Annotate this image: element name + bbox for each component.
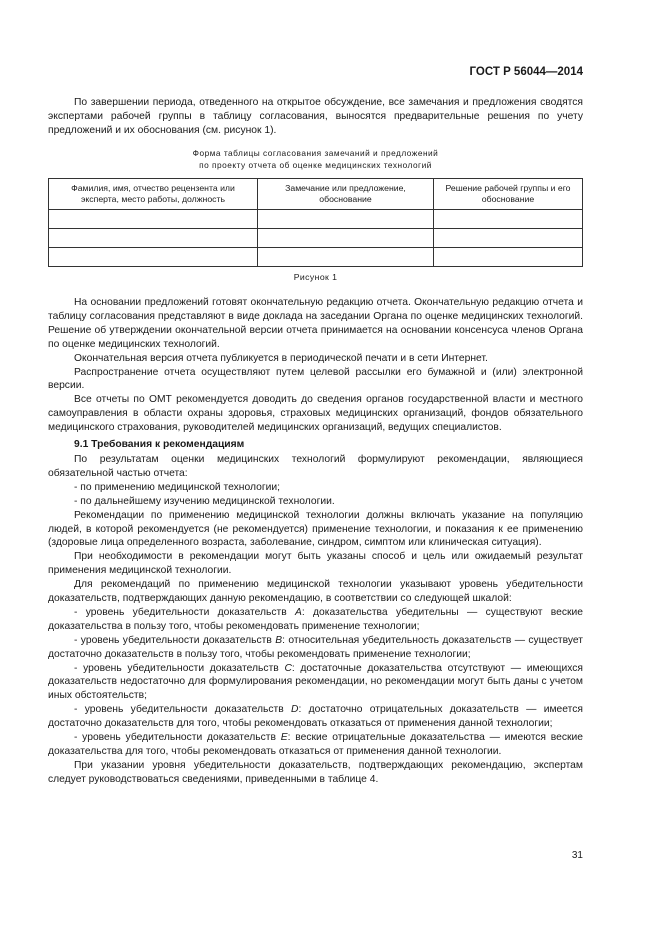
intro-paragraph: По завершении периода, отведенного на открытое обсуждение, все замечания и предложения сводятся экспертами рабочей группы в таблицу согласования, выносятся предварительные решения по учету предложений и их обоснования (см. рисунок 1). bbox=[48, 97, 583, 136]
table-cell bbox=[49, 210, 258, 229]
level-prefix: - уровень убедительности доказательств bbox=[74, 704, 291, 716]
form-caption-line2: по проекту отчета об оценке медицинских технологий bbox=[199, 160, 432, 170]
page-number: 31 bbox=[571, 850, 583, 861]
table-header-cell: Замечание или предложение, обоснование bbox=[258, 179, 434, 210]
level-prefix: - уровень убедительности доказательств bbox=[74, 662, 285, 674]
paragraph: Для рекомендаций по применению медицинской технологии указывают уровень убедительности доказательств, подтверждающих данную рекомендацию, в соответствии со следующей шкалой: bbox=[48, 579, 583, 605]
main-text-block bbox=[48, 296, 583, 787]
form-caption bbox=[48, 147, 583, 171]
figure-label: Рисунок 1 bbox=[293, 272, 338, 282]
intro-block bbox=[48, 96, 583, 138]
form-caption-line1: Форма таблицы согласования замечаний и предложений bbox=[192, 148, 439, 158]
paragraph: Рекомендации по применению медицинской технологии должны включать указание на популяцию людей, в которой рекомендуется (не рекомендуется) применение технологии, и показания к ее применению (здоровые лица определенного возраста, заболевание, синдром, симптом или клиническая ситуация). bbox=[48, 509, 583, 549]
level-text: : достаточные доказательства отсутствуют — имеющихся доказательств недостаточно для формулирования рекомендации, но рекомендации могут быть даны с учетом иных обстоятельств; bbox=[48, 662, 583, 702]
level-text: : достаточно отрицательных доказательств — имеется достаточно доказательств для того, чтобы рекомендовать отказаться от применения данной технологии; bbox=[48, 704, 583, 730]
list-item: - по дальнейшему изучению медицинской технологии. bbox=[74, 495, 335, 507]
table-row bbox=[49, 248, 583, 267]
paragraph: На основании предложений готовят окончательную редакцию отчета. Окончательную редакцию отчета и таблицу согласования представляют в виде доклада на заседании Органа по оценке медицинских технологий. Решение об утверждении окончательной версии отчета принимается на основании консенсуса членов Органа по оценке медицинских технологий. bbox=[48, 297, 583, 350]
approval-form-table bbox=[48, 178, 583, 267]
table-cell bbox=[258, 248, 434, 267]
level-letter: D bbox=[291, 704, 299, 716]
table-cell bbox=[434, 248, 583, 267]
paragraph: Все отчеты по ОМТ рекомендуется доводить до сведения органов государственной власти и местного самоуправления в области охраны здоровья, страховых медицинских организаций, фондов обязательного медицинского страхования, руководителей медицинских организаций, ведущих специалистов. bbox=[48, 394, 583, 434]
level-text: : веские отрицательные доказательства — имеются веские доказательства для того, чтобы рекомендовать отказаться от применения данной технологии. bbox=[48, 732, 583, 757]
level-prefix: - уровень убедительности доказательств bbox=[74, 634, 276, 646]
section-heading: 9.1 Требования к рекомендациям bbox=[74, 439, 245, 451]
paragraph: Окончательная версия отчета публикуется в периодической печати и в сети Интернет. bbox=[74, 352, 488, 364]
level-text: : доказательства убедительны — существуют веские доказательства в пользу того, чтобы рекомендовать применение технологии; bbox=[48, 606, 583, 632]
level-text: : относительная убедительность доказательств — существует достаточно доказательств в пользу того, чтобы рекомендовать применение технологии; bbox=[48, 634, 583, 660]
closing-paragraph: При указании уровня убедительности доказательств, подтверждающих рекомендацию, экспертам следует руководствоваться сведениями, приведенными в таблице 4. bbox=[48, 759, 583, 785]
evidence-level-item bbox=[48, 662, 583, 704]
evidence-level-item bbox=[48, 634, 583, 662]
table-row bbox=[49, 229, 583, 248]
level-prefix: - уровень убедительности доказательств bbox=[74, 732, 281, 744]
evidence-level-item bbox=[48, 606, 583, 634]
table-header-cell: Фамилия, имя, отчество рецензента или эксперта, место работы, должность bbox=[49, 179, 258, 210]
table-cell bbox=[49, 248, 258, 267]
table-cell bbox=[258, 210, 434, 229]
list-item: - по применению медицинской технологии; bbox=[74, 481, 280, 493]
paragraph: По результатам оценки медицинских технологий формулируют рекомендации, являющиеся обязательной частью отчета: bbox=[48, 453, 583, 479]
paragraph: Распространение отчета осуществляют путем целевой рассылки его бумажной и (или) электронной версии. bbox=[48, 366, 583, 392]
table-header-cell: Решение рабочей группы и его обоснование bbox=[434, 179, 583, 210]
table-cell bbox=[258, 229, 434, 248]
level-letter: B bbox=[275, 634, 283, 646]
table-cell bbox=[49, 229, 258, 248]
paragraph: При необходимости в рекомендации могут быть указаны способ и цель или ожидаемый результат применения медицинской технологии. bbox=[48, 551, 583, 577]
level-letter: C bbox=[284, 662, 292, 674]
level-letter: A bbox=[294, 606, 302, 618]
evidence-level-item bbox=[48, 703, 583, 731]
table-cell bbox=[434, 229, 583, 248]
level-prefix: - уровень убедительности доказательств bbox=[74, 606, 295, 618]
table-cell bbox=[434, 210, 583, 229]
document-code: ГОСТ Р 56044—2014 bbox=[469, 66, 583, 78]
level-letter: E bbox=[280, 732, 288, 744]
evidence-level-item bbox=[48, 731, 583, 759]
table-row bbox=[49, 210, 583, 229]
table-header-row bbox=[49, 179, 583, 210]
